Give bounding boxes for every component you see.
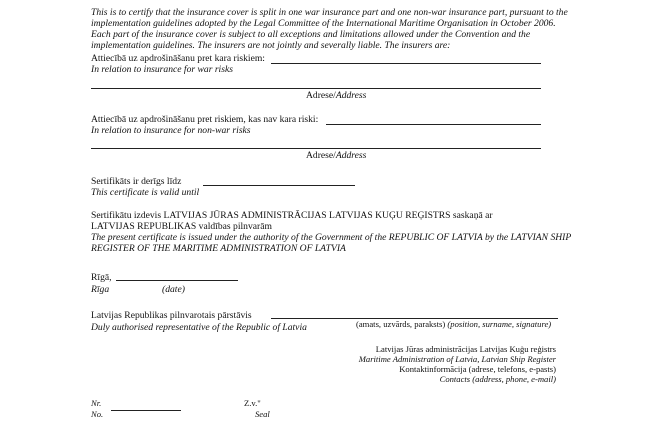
seal-label-lv: Z.v." (244, 398, 261, 408)
place-label-en: Rīga (91, 284, 110, 295)
representative-label-en: Duly authorised representative of the Republic of Latvia (91, 322, 307, 333)
war-address-caption: Adrese/Address (306, 90, 367, 101)
intro-paragraph (91, 7, 611, 51)
contacts-line3: Kontaktinformācija (adrese, telefons, e-pasts) (399, 364, 556, 374)
nonwar-risks-label-en: In relation to insurance for non-war risks (91, 125, 251, 136)
contacts-line1: Latvijas Jūras administrācijas Latvijas Kuģu reģistrs (375, 344, 556, 354)
intro-line: This is to certify that the insurance cover is split in one war insurance part and one non-war insurance part, pursuant to the (91, 7, 568, 18)
intro-line: implementation guidelines adopted by the Legal Committee of the International Maritime Organisation in October 2006. (91, 18, 556, 30)
seal-label-en: Seal (255, 409, 270, 419)
issued-by-lv-line1: Sertifikātu izdevis LATVIJAS JŪRAS ADMINISTRĀCIJAS LATVIJAS KUĢU REĢISTRS saskaņā ar (91, 210, 493, 221)
war-risks-label-en: In relation to insurance for war risks (91, 64, 233, 75)
date-field[interactable] (116, 280, 238, 281)
war-risks-label-lv: Attiecībā uz apdrošināšanu pret kara riskiem: (91, 53, 265, 64)
intro-line: implementation guidelines. The insurers are not jointly and severally liable. The insurers are: (91, 40, 451, 52)
valid-until-label-lv: Sertifikāts ir derīgs līdz (91, 176, 182, 187)
nonwar-address-caption: Adrese/Address (306, 150, 367, 161)
date-caption: (date) (162, 284, 185, 295)
nonwar-risks-label-lv: Attiecībā uz apdrošināšanu pret riskiem, kas nav kara riski: (91, 114, 319, 125)
valid-until-label-en: This certificate is valid until (91, 187, 200, 198)
war-insurer-field[interactable] (271, 63, 541, 64)
number-label-lv: Nr. (91, 398, 102, 408)
issued-by-lv-line2: LATVIJAS REPUBLIKAS valdības pilnvarām (91, 221, 272, 232)
number-field[interactable] (111, 410, 181, 411)
nonwar-address-field[interactable] (91, 148, 541, 149)
number-label-en: No. (91, 409, 104, 419)
place-label-lv: Rīgā, (91, 272, 112, 283)
issued-by-en-line1: The present certificate is issued under the authority of the Government of the REPUBLIC OF LATVIA by the LATVIAN SHIP (91, 232, 572, 243)
issued-by-en-line2: REGISTER OF THE MARITIME ADMINISTRATION OF LATVIA (91, 243, 346, 254)
contacts-line4: Contacts (address, phone, e-mail) (439, 374, 556, 384)
signature-caption: (amats, uzvārds, paraksts) (position, surname, signature) (356, 319, 552, 329)
contacts-line2: Maritime Administration of Latvia, Latvian Ship Register (358, 354, 556, 364)
nonwar-insurer-field[interactable] (326, 124, 541, 125)
representative-label-lv: Latvijas Republikas pilnvarotais pārstāvis (91, 310, 252, 321)
intro-line: Each part of the insurance cover is subject to all exceptions and limitations allowed under the Convention and the (91, 29, 531, 41)
valid-until-field[interactable] (203, 185, 355, 186)
war-address-field[interactable] (91, 88, 541, 89)
